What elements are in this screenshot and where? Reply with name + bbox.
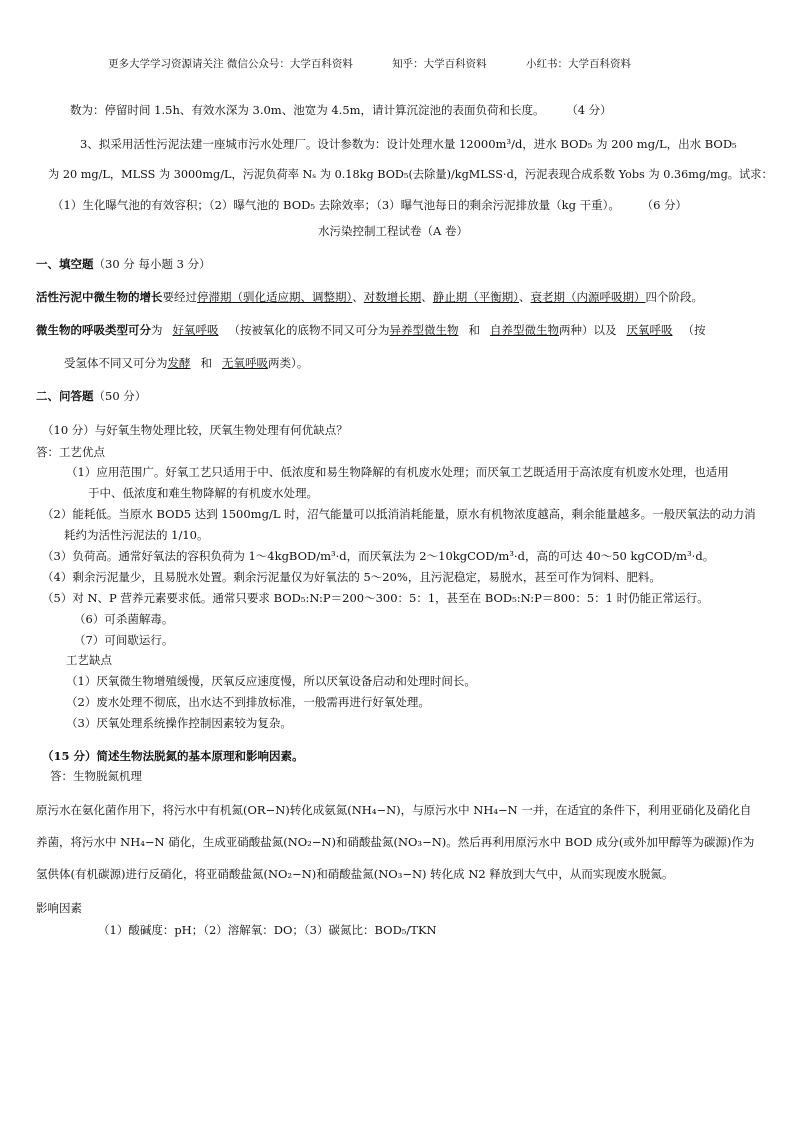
problem-3-text: （1）生化曝气池的有效容积；（2）曝气池的 BOD₅ 去除效率；（3）曝气池每日的剩余污泥排放量（kg 干重）。 bbox=[52, 198, 620, 212]
fill-blank-2-text: （按被氧化的底物不同又可分为 bbox=[228, 323, 390, 337]
fill-blank-question-2 bbox=[36, 322, 706, 338]
qa-2-body-3: 氢供体(有机碳源)进行反硝化，将亚硝酸盐氮(NO₂−N)和硝酸盐氮(NO₃−N) 转化成 N2 释放到大气中，从而实现废水脱氮。 bbox=[36, 867, 674, 881]
fill-blank-1-sep: 、 bbox=[352, 290, 364, 304]
exam-title: 水污染控制工程试卷（A 卷） bbox=[318, 224, 468, 238]
qa-1-con-1: （1）厌氧微生物增殖缓慢，厌氧反应速度慢，所以厌氧设备启动和处理时间长。 bbox=[66, 674, 476, 688]
fill-blank-1-answer-3: 静止期（平衡期） bbox=[432, 290, 519, 304]
fill-blank-2-answer-5: 发酵 bbox=[167, 356, 191, 370]
qa-1-pro-2: （2）能耗低。当原水 BOD5 达到 1500mg/L 时，沼气能量可以抵消消耗能量，原水有机物浓度越高，剩余能量越多。一般厌氧法的动力消 bbox=[42, 507, 756, 521]
header-xiaohongshu: 小红书：大学百科资料 bbox=[526, 58, 632, 70]
problem-3-line-1: 3、拟采用活性污泥法建一座城市污水处理厂。设计参数为：设计处理水量 12000m³/d，进水 BOD₅ 为 200 mg/L，出水 BOD₅ bbox=[80, 137, 737, 151]
header-zhihu: 知乎：大学百科资料 bbox=[392, 58, 487, 70]
fill-blank-1-answer-1: 停滞期（驯化适应期、调整期） bbox=[197, 290, 353, 304]
fill-blank-2-answer-6: 无氧呼吸 bbox=[222, 356, 268, 370]
header-promo: 更多大学学习资源请关注 微信公众号：大学百科资料 bbox=[108, 58, 353, 70]
qa-1-pro-6: （6）可杀菌解毒。 bbox=[74, 612, 174, 626]
qa-1-pro-1-cont: 于中、低浓度和难生物降解的有机废水处理。 bbox=[88, 486, 318, 500]
qa-1-answer-lead: 答：工艺优点 bbox=[36, 445, 105, 459]
fill-blank-2-lead: 微生物的呼吸类型可分 bbox=[36, 323, 151, 337]
fill-blank-2-text: 和 bbox=[468, 323, 480, 337]
qa-2-factors: （1）酸碱度：pH；（2）溶解氧：DO；（3）碳氮比：BOD₅/TKN bbox=[98, 923, 437, 937]
problem-3-line-3 bbox=[52, 197, 687, 213]
qa-1-pro-2-cont: 耗约为活性污泥法的 1/10。 bbox=[64, 528, 209, 542]
section-1-title: 一、填空题 bbox=[36, 257, 94, 271]
fill-blank-question-2-cont bbox=[64, 355, 308, 371]
section-2-title: 二、问答题 bbox=[36, 389, 94, 403]
fill-blank-1-answer-2: 对数增长期 bbox=[363, 290, 422, 304]
fill-blank-1-answer-4: 衰老期（内源呼吸期） bbox=[530, 290, 646, 304]
fill-blank-2-answer-3: 自养型微生物 bbox=[490, 323, 559, 337]
qa-2-answer-lead: 答：生物脱氮机理 bbox=[50, 769, 142, 783]
section-1-note: （30 分 每小题 3 分） bbox=[93, 257, 211, 271]
section-2-note: （50 分） bbox=[93, 389, 147, 403]
problem-2-points: （4 分） bbox=[566, 103, 612, 117]
qa-1-pro-4: （4）剩余污泥量少，且易脱水处置。剩余污泥量仅为好氧法的 5～20%，且污泥稳定，易脱水，甚至可作为饲料、肥料。 bbox=[42, 570, 661, 584]
qa-2-body-1: 原污水在氨化菌作用下，将污水中有机氮(OR−N)转化成氨氮(NH₄−N)，与原污水中 NH₄−N 一并，在适宜的条件下，利用亚硝化及硝化自 bbox=[36, 803, 752, 817]
fill-blank-2-text: 两种）以及 bbox=[559, 323, 617, 337]
qa-2-factors-lead: 影响因素 bbox=[36, 901, 82, 915]
qa-1-pro-5: （5）对 N、P 营养元素要求低。通常只要求 BOD₅:N:P＝200～300：5：1，甚至在 BOD₅:N:P＝800：5：1 时仍能正常运行。 bbox=[42, 591, 709, 605]
qa-1-cons-lead: 工艺缺点 bbox=[66, 653, 112, 667]
fill-blank-2-answer-4: 厌氧呼吸 bbox=[626, 323, 673, 337]
fill-blank-2-answer-2: 异养型微生物 bbox=[389, 323, 459, 337]
qa-1-con-2: （2）废水处理不彻底，出水达不到排放标准，一般需再进行好氧处理。 bbox=[66, 695, 430, 709]
fill-blank-1-sep: 、 bbox=[421, 290, 433, 304]
problem-2-tail bbox=[70, 102, 612, 118]
fill-blank-2-answer-1: 好氧呼吸 bbox=[172, 323, 219, 337]
page-header bbox=[108, 56, 631, 72]
fill-blank-question-1 bbox=[36, 289, 703, 305]
qa-1-pro-1: （1）应用范围广。好氧工艺只适用于中、低浓度和易生物降解的有机废水处理；而厌氧工艺既适用于高浓度有机废水处理，也适用 bbox=[66, 465, 729, 479]
fill-blank-2-text: 受氢体不同又可分为 bbox=[64, 356, 168, 370]
qa-2-body-2: 养菌，将污水中 NH₄−N 硝化，生成亚硝酸盐氮(NO₂−N)和硝酸盐氮(NO₃−N)。然后再利用原污水中 BOD 成分(或外加甲醇等为碳源)作为 bbox=[36, 835, 755, 849]
qa-1-pro-3: （3）负荷高。通常好氧法的容积负荷为 1～4kgBOD/m³·d，而厌氧法为 2～10kgCOD/m³·d，高的可达 40～50 kgCOD/m³·d。 bbox=[42, 549, 715, 563]
section-2-heading bbox=[36, 388, 146, 404]
fill-blank-2-text: （按 bbox=[682, 323, 706, 337]
fill-blank-1-lead: 活性污泥中微生物的增长 bbox=[36, 290, 163, 304]
fill-blank-1-sep: 、 bbox=[519, 290, 531, 304]
qa-1-pro-7: （7）可间歇运行。 bbox=[74, 633, 174, 647]
qa-2-question: （15 分）简述生物法脱氮的基本原理和影响因素。 bbox=[42, 749, 304, 763]
fill-blank-2-tail: 两类）。 bbox=[268, 356, 309, 370]
fill-blank-2-text: 和 bbox=[200, 356, 212, 370]
qa-1-con-3: （3）厌氧处理系统操作控制因素较为复杂。 bbox=[66, 716, 292, 730]
section-1-heading bbox=[36, 256, 211, 272]
qa-1-question: （10 分）与好氧生物处理比较，厌氧生物处理有何优缺点？ bbox=[42, 423, 348, 437]
fill-blank-1-text: 要经过 bbox=[162, 290, 197, 304]
problem-3-line-2: 为 20 mg/L，MLSS 为 3000mg/L，污泥负荷率 Nₛ 为 0.18kg BOD₅(去除量)/kgMLSS·d，污泥表现合成系数 Yobs 为 0.36mg/mg。试求： bbox=[48, 168, 773, 181]
fill-blank-2-text: 为 bbox=[151, 323, 163, 337]
fill-blank-1-tail: 四个阶段。 bbox=[645, 290, 703, 304]
problem-3-points: （6 分） bbox=[641, 198, 688, 212]
problem-2-text: 数为：停留时间 1.5h、有效水深为 3.0m、池宽为 4.5m，请计算沉淀池的表面负荷和长度。 bbox=[70, 103, 545, 117]
